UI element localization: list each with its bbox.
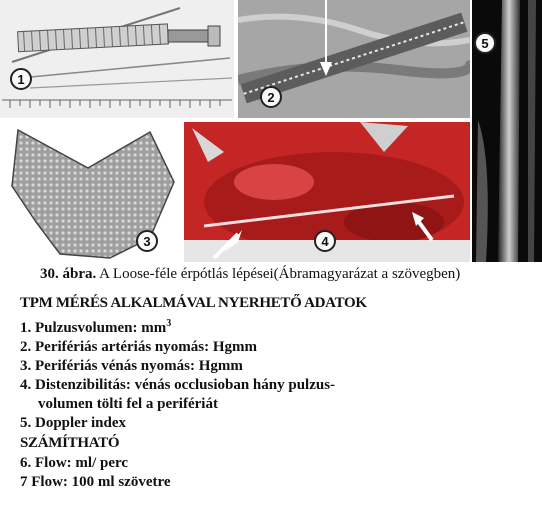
list-item-6: 6. Flow: ml/ perc xyxy=(20,455,129,471)
list-item-4: 4. Distenzibilitás: vénás occlusioban hány pulzus- xyxy=(20,377,336,393)
list-item-2: 2. Perifériás artériás nyomás: Hgmm xyxy=(20,339,258,355)
list-item-7: 7 Flow: 100 ml szövetre xyxy=(20,474,171,490)
panel-number-3: 3 xyxy=(136,230,158,252)
list-item-4-continuation: volumen tölti fel a perifériát xyxy=(38,396,218,412)
list-item-1-text: 1. Pulzusvolumen: mm xyxy=(20,320,167,336)
panel-number-2: 2 xyxy=(260,86,282,108)
panel-number-1: 1 xyxy=(10,68,32,90)
list-item-3: 3. Perifériás vénás nyomás: Hgmm xyxy=(20,358,243,374)
measurement-section xyxy=(20,293,535,492)
section-heading: TPM MÉRÉS ALKALMÁVAL NYERHETŐ ADATOK xyxy=(20,295,367,311)
figure-panel-4 xyxy=(184,122,470,262)
figure-panel-3 xyxy=(0,122,180,262)
panel-number-5: 5 xyxy=(474,32,496,54)
caption-text: A Loose-féle érpótlás lépései(Ábramagyarázat a szövegben) xyxy=(96,266,461,282)
figure-caption xyxy=(40,266,460,283)
superscript: 3 xyxy=(166,318,172,329)
figure-panel-5 xyxy=(472,0,542,262)
figure-panel-2 xyxy=(238,0,470,118)
list-item-1 xyxy=(20,314,535,338)
instrument-illustration xyxy=(0,0,234,118)
panel-number-4: 4 xyxy=(314,230,336,252)
figure-panel-1 xyxy=(0,0,234,118)
caption-label: 30. ábra. xyxy=(40,266,97,282)
list-item-5: 5. Doppler index xyxy=(20,415,126,431)
section-subheading: SZÁMÍTHATÓ xyxy=(20,435,120,451)
